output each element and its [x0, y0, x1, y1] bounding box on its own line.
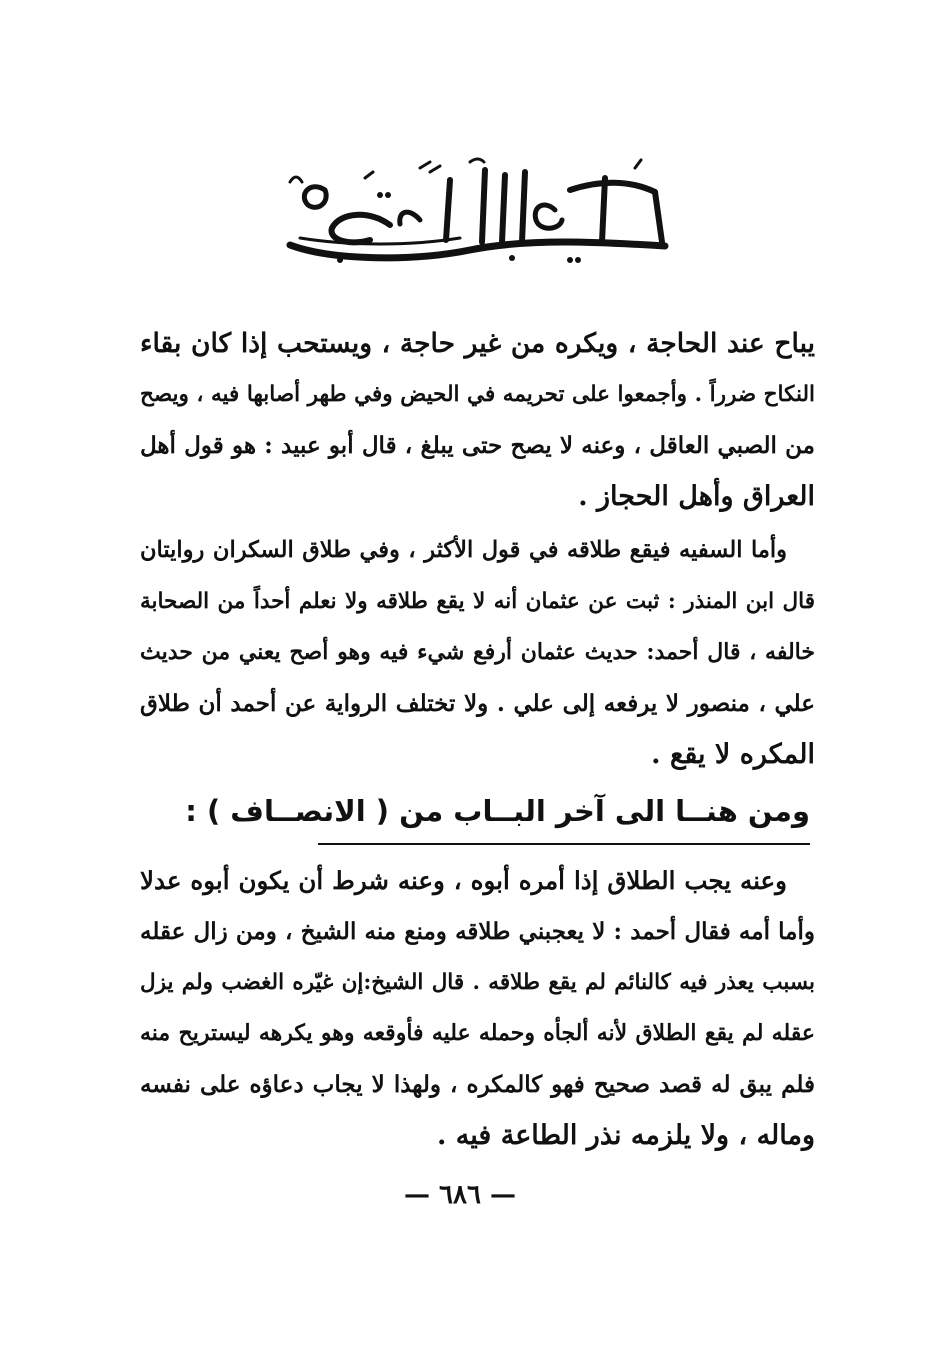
section-heading: [185, 785, 810, 845]
text-line: وعنه يجب الطلاق إذا أمره أبوه ، وعنه شرط أن يكون أبوه عدلا: [140, 866, 787, 895]
text-line: فلم يبق له قصد صحيح فهو كالمكره ، ولهذا لا يجاب دعاؤه على نفسه: [140, 1071, 815, 1098]
text-line: بسبب يعذر فيه كالنائم لم يقع طلاقه . قال الشيخ:إن غيّره الغضب ولم يزل: [140, 970, 815, 995]
text-line: المكره لا يقع .: [651, 739, 815, 770]
text-line: وأما السفيه فيقع طلاقه في قول الأكثر ، وفي طلاق السكران روايتان: [140, 537, 787, 563]
text-line: وأما أمه فقال أحمد : لا يعجبني طلاقه ومنع منه الشيخ ، ومن زال عقله: [140, 918, 815, 945]
text-line: علي ، منصور لا يرفعه إلى علي . ولا تختلف الرواية عن أحمد أن طلاق: [140, 690, 815, 717]
text-line: خالفه ، قال أحمد: حديث عثمان أرفع شيء فيه وهو أصح يعني من حديث: [140, 639, 815, 665]
paragraph-1: [140, 318, 815, 522]
text-line: قال ابن المنذر : ثبت عن عثمان أنه لا يقع طلاقه ولا نعلم أحداً من الصحابة: [140, 589, 815, 614]
calligraphy-ornament: [270, 150, 680, 270]
section-heading-text: ومن هنــا الى آخر البــاب من ( الانصــاف ) :: [185, 794, 810, 828]
text-line: عقله لم يقع الطلاق لأنه ألجأه وحمله عليه فأوقعه وهو يكرهه ليستريح منه: [140, 1020, 815, 1046]
page-number: — ٦٨٦ —: [403, 1180, 517, 1210]
text-line: من الصبي العاقل ، وعنه لا يصح حتى يبلغ ، قال أبو عبيد : هو قول أهل: [140, 432, 815, 459]
text-line: العراق وأهل الحجاز .: [578, 481, 815, 512]
paragraph-3: [140, 855, 815, 1161]
paragraph-2: [140, 525, 815, 780]
calligraphic-title: [270, 150, 680, 270]
text-line: وماله ، ولا يلزمه نذر الطاعة فيه .: [436, 1120, 815, 1151]
text-line: يباح عند الحاجة ، ويكره من غير حاجة ، ويستحب إذا كان بقاء: [140, 328, 815, 359]
text-line: النكاح ضرراً . وأجمعوا على تحريمه في الحيض وفي طهر أصابها فيه ، ويصح: [140, 382, 815, 407]
